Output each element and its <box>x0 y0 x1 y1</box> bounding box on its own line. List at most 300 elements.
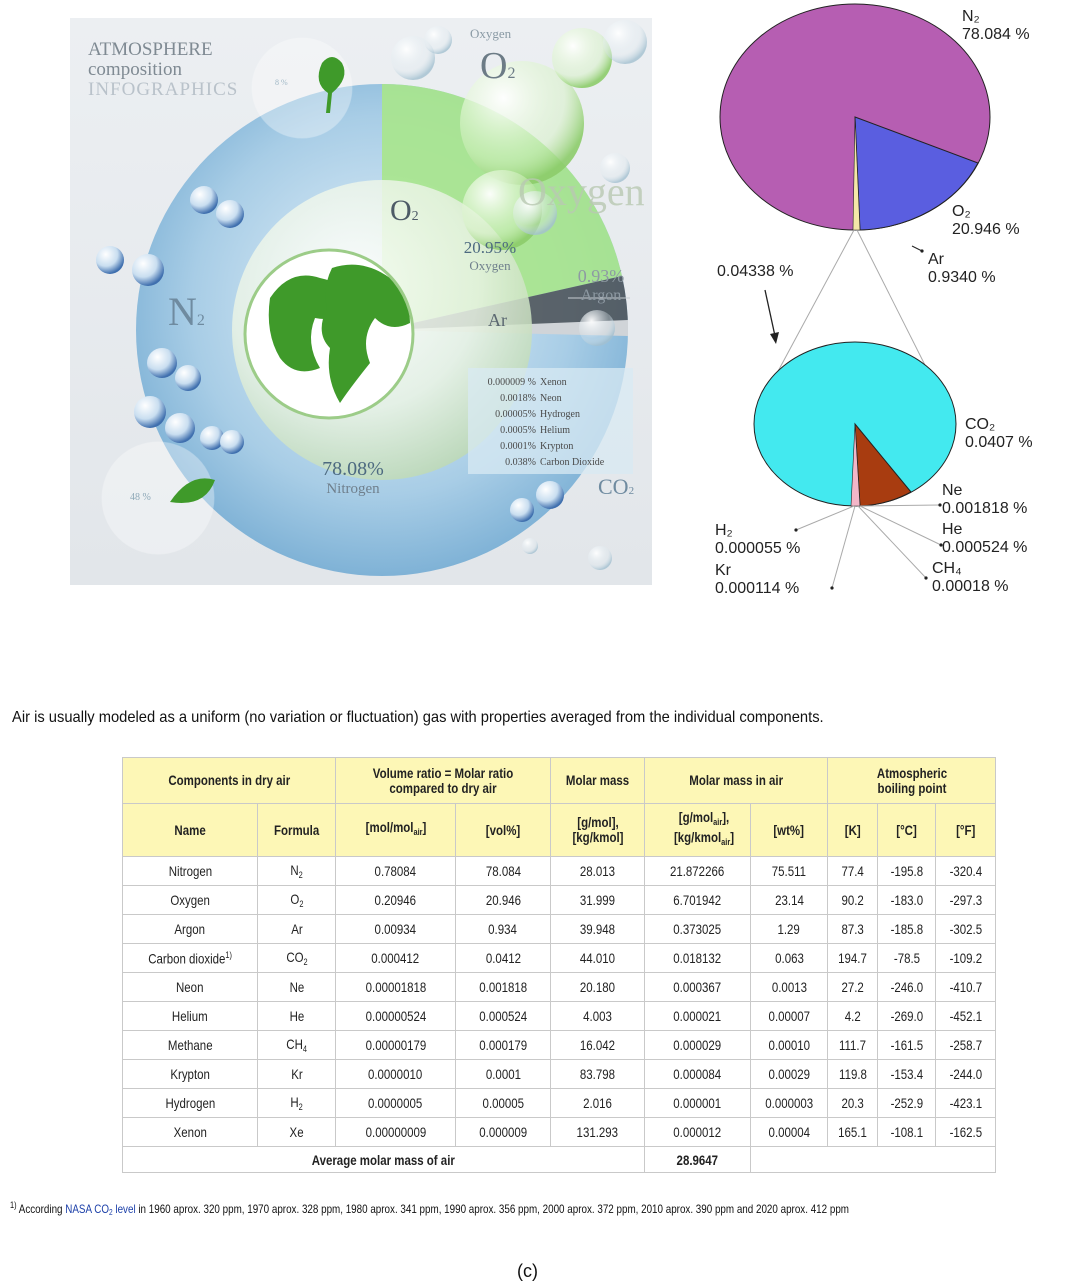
cell-wt <box>751 1031 828 1060</box>
co2-subscript: 2 <box>628 485 635 497</box>
cell-text: Neon <box>176 979 204 995</box>
cell-text: 0.00007 <box>768 1008 810 1024</box>
cell-text: 0.0001 <box>485 1066 521 1082</box>
unit-text: ] <box>422 819 426 835</box>
cell-text: 0.00004 <box>768 1124 810 1140</box>
bubble <box>536 481 564 509</box>
cell-k <box>828 1031 878 1060</box>
kr-dot <box>830 586 833 589</box>
cell-text: 0.000003 <box>765 1095 813 1111</box>
cell-molmol <box>336 1002 456 1031</box>
table-row <box>123 1089 996 1118</box>
cell-text <box>286 1036 307 1054</box>
cell-molmol <box>336 857 456 886</box>
header-gmol <box>551 804 645 857</box>
cell-text: Argon <box>174 921 206 937</box>
cell-text: -423.1 <box>949 1095 982 1111</box>
kr-name: Kr <box>715 562 731 579</box>
cell-text: 0.0013 <box>771 979 807 995</box>
cell-formula <box>258 1060 336 1089</box>
unit-text: ] <box>730 829 735 845</box>
cell-text: 0.00000179 <box>365 1037 426 1053</box>
table-row <box>123 1031 996 1060</box>
cell-text: -258.7 <box>949 1037 982 1053</box>
formula-subscript: 2 <box>298 899 304 909</box>
cell-gmol <box>551 944 645 973</box>
header-text: Components in dry air <box>168 772 290 788</box>
cell-gmolair <box>645 1118 751 1147</box>
cell-text: 75.511 <box>771 863 807 879</box>
trace-gas: Krypton <box>540 441 574 452</box>
arrow-head <box>770 332 779 344</box>
cell-gmol <box>551 915 645 944</box>
n2-name: N₂ <box>962 8 980 25</box>
header-text: Molar mass in air <box>689 772 783 788</box>
unit-subscript: air <box>413 827 423 837</box>
cell-text <box>290 862 302 880</box>
header-k <box>828 804 878 857</box>
bubble <box>216 200 244 228</box>
trace-gas-list <box>472 375 604 471</box>
rest-pct-label: 0.04338 % <box>717 263 794 280</box>
cell-text: 0.00010 <box>768 1037 810 1053</box>
trace-value: 0.0001% <box>500 441 536 452</box>
average-empty-cell <box>751 1147 996 1173</box>
cell-c <box>878 857 936 886</box>
table-header <box>123 758 996 857</box>
co2-symbol <box>598 474 634 500</box>
composition-pie-diagrams <box>700 0 1068 610</box>
cell-f <box>936 1031 996 1060</box>
cell-name <box>123 973 258 1002</box>
trace-gas: Helium <box>540 425 570 436</box>
ar-pct: 0.9340 % <box>928 269 996 286</box>
cell-gmol <box>551 1089 645 1118</box>
bubble <box>424 26 452 54</box>
cell-text: 111.7 <box>839 1037 867 1053</box>
trace-row <box>472 407 604 423</box>
cell-text: 1.29 <box>777 921 801 937</box>
ne-name: Ne <box>942 482 963 499</box>
cell-text: 0.000412 <box>371 950 420 966</box>
cell-name <box>123 1089 258 1118</box>
table-body <box>123 857 996 1147</box>
cell-k <box>828 1089 878 1118</box>
cell-wt <box>751 1118 828 1147</box>
unit-subscript: air <box>713 817 723 827</box>
cell-text: -320.4 <box>949 863 982 879</box>
cell-text: Nitrogen <box>168 863 212 879</box>
header-f <box>936 804 996 857</box>
header-name <box>123 804 258 857</box>
cell-text: 20.180 <box>579 979 616 995</box>
cell-vol <box>456 886 551 915</box>
formula-text: Xe <box>289 1124 304 1140</box>
cell-name <box>123 1002 258 1031</box>
o2-label <box>952 203 1020 239</box>
cell-text: 0.00001818 <box>365 979 426 995</box>
cell-text: 0.00005 <box>482 1095 524 1111</box>
cell-text: 4.2 <box>844 1008 861 1024</box>
atmosphere-infographic <box>70 18 652 585</box>
cell-text: 21.872266 <box>670 863 725 879</box>
infographic-art <box>70 18 652 585</box>
kr-label <box>715 562 799 598</box>
bubble <box>522 538 538 554</box>
header-text: Formula <box>273 821 320 838</box>
cell-text: 44.010 <box>579 950 616 966</box>
cell-name <box>123 1031 258 1060</box>
ne-pct: 0.001818 % <box>942 500 1028 517</box>
cell-text: -162.5 <box>949 1124 982 1140</box>
cell-text: -185.8 <box>890 921 923 937</box>
trace-row <box>472 423 604 439</box>
header-text: Molar mass <box>565 772 630 788</box>
average-row <box>123 1147 996 1173</box>
cell-wt <box>751 1060 828 1089</box>
header-text: [g/mol], [kg/kmol] <box>571 814 624 845</box>
cell-molmol <box>336 973 456 1002</box>
header-components <box>123 758 336 804</box>
cell-text: -410.7 <box>949 979 982 995</box>
cell-c <box>878 1031 936 1060</box>
cell-k <box>828 1118 878 1147</box>
o2-name: O₂ <box>952 203 971 220</box>
unit-text: ], [kg/kmol <box>673 809 730 845</box>
cell-gmol <box>551 857 645 886</box>
he-label <box>942 521 1027 557</box>
cell-text: 16.042 <box>579 1037 616 1053</box>
argon-pct: 0.93% <box>577 266 625 286</box>
ar-leader <box>912 246 922 251</box>
cell-text: 0.000367 <box>673 979 722 995</box>
cell-wt <box>751 973 828 1002</box>
cell-vol <box>456 915 551 944</box>
trace-value: 0.000009 % <box>487 377 536 388</box>
cell-c <box>878 973 936 1002</box>
table-row <box>123 1002 996 1031</box>
cell-formula <box>258 886 336 915</box>
cell-k <box>828 1002 878 1031</box>
cell-name <box>123 886 258 915</box>
footnote-marker: 1) <box>10 1200 17 1210</box>
cell-text: -195.8 <box>890 863 923 879</box>
oxygen-pct: 20.95% <box>463 238 517 257</box>
cell-c <box>878 1089 936 1118</box>
cell-formula <box>258 944 336 973</box>
formula-text: Ar <box>290 921 303 937</box>
ch4-pct: 0.00018 % <box>932 578 1009 595</box>
table-row <box>123 973 996 1002</box>
cell-vol <box>456 1002 551 1031</box>
cell-vol <box>456 1118 551 1147</box>
cell-text: 0.000001 <box>673 1095 722 1111</box>
cell-k <box>828 915 878 944</box>
cell-text: 0.0412 <box>485 950 521 966</box>
cell-wt <box>751 1002 828 1031</box>
cell-vol <box>456 1031 551 1060</box>
cell-name <box>123 1118 258 1147</box>
kr-pct: 0.000114 % <box>715 580 800 597</box>
cell-gmolair <box>645 1089 751 1118</box>
title-line: composition <box>88 59 182 80</box>
cell-text: 0.00029 <box>768 1066 810 1082</box>
cell-text: 0.000029 <box>673 1037 722 1053</box>
cell-text <box>291 921 302 937</box>
oxygen-watermark: Oxygen <box>518 169 645 214</box>
trace-gas: Xenon <box>540 377 567 388</box>
he-leader <box>860 506 941 545</box>
cell-text: 23.14 <box>774 892 804 908</box>
o2-pct: 20.946 % <box>952 221 1020 238</box>
header-text: Volume ratio = Molar ratio compared to dry air <box>372 764 514 796</box>
o2-symbol: O <box>480 45 508 87</box>
formula-text: He <box>289 1008 304 1024</box>
cell-k <box>828 1060 878 1089</box>
name-text: Carbon dioxide <box>148 950 226 967</box>
cell-text: 20.3 <box>841 1095 864 1111</box>
header-text <box>656 810 753 850</box>
cell-text: Krypton <box>170 1066 210 1082</box>
cell-vol <box>456 1089 551 1118</box>
cell-text <box>148 950 232 967</box>
cell-text: -108.1 <box>890 1124 923 1140</box>
cell-f <box>936 886 996 915</box>
cell-wt <box>751 886 828 915</box>
cell-text: 39.948 <box>579 921 616 937</box>
kr-leader <box>832 506 855 588</box>
cell-text <box>289 1124 303 1140</box>
cell-gmol <box>551 1002 645 1031</box>
cell-formula <box>258 1002 336 1031</box>
link-subscript: 2 <box>109 1208 113 1217</box>
header-vol <box>456 804 551 857</box>
nitrogen-pct: 78.08% <box>322 458 384 480</box>
cell-f <box>936 1060 996 1089</box>
ar-name: Ar <box>928 251 944 268</box>
trace-row <box>472 455 604 471</box>
cell-molmol <box>336 1060 456 1089</box>
cell-text: 0.000009 <box>479 1124 527 1140</box>
bubble <box>588 546 612 570</box>
cell-vol <box>456 944 551 973</box>
header-molar-mass <box>551 758 645 804</box>
cell-wt <box>751 915 828 944</box>
cell-molmol <box>336 915 456 944</box>
unit-text: [g/mol <box>678 809 714 825</box>
intro-paragraph: Air is usually modeled as a uniform (no variation or fluctuation) gas with properties averaged from the individual components. <box>12 709 824 726</box>
cell-gmolair <box>645 973 751 1002</box>
ne-label <box>942 482 1027 518</box>
header-text: [°F] <box>955 821 976 838</box>
o2-subscript: 2 <box>411 209 419 224</box>
cell-wt <box>751 857 828 886</box>
cell-text: 0.063 <box>774 950 804 966</box>
cell-text: -252.9 <box>890 1095 923 1111</box>
cell-text: -109.2 <box>949 950 982 966</box>
link-text: level <box>112 1202 136 1216</box>
cell-text: 0.000084 <box>673 1066 722 1082</box>
infographic-title <box>88 40 238 100</box>
ch4-dot <box>924 576 927 579</box>
cell-k <box>828 944 878 973</box>
o2-big-symbol <box>480 44 515 88</box>
co2-letters: CO <box>598 474 629 499</box>
cell-gmolair <box>645 915 751 944</box>
footnote <box>10 1200 849 1217</box>
h2-label <box>715 522 800 558</box>
cell-gmol <box>551 886 645 915</box>
bubble <box>190 186 218 214</box>
he-pct: 0.000524 % <box>942 539 1028 556</box>
formula-text: CH <box>286 1036 303 1052</box>
cell-text: 0.00000524 <box>365 1008 426 1024</box>
cell-c <box>878 944 936 973</box>
cell-f <box>936 915 996 944</box>
o2-symbol: O <box>390 194 412 227</box>
cell-text: 0.000179 <box>479 1037 527 1053</box>
cell-molmol <box>336 1031 456 1060</box>
ch4-leader <box>858 506 926 578</box>
trace-value: 0.0005% <box>500 425 536 436</box>
table-row <box>123 1118 996 1147</box>
n2-pct: 78.084 % <box>962 26 1030 43</box>
cell-f <box>936 1089 996 1118</box>
formula-text: CO <box>285 949 304 965</box>
cell-k <box>828 973 878 1002</box>
footnote-post: in 1960 aprox. 320 ppm, 1970 aprox. 328 ppm, 1980 aprox. 341 ppm, 1990 aprox. 356 ppm, 2000 aprox. 372 ppm, 2010 aprox. 390 ppm and 2020 aprox. 412 ppm <box>135 1202 849 1216</box>
bubble <box>132 254 164 286</box>
header-formula <box>258 804 336 857</box>
n2-label <box>962 8 1030 44</box>
trace-gas: Carbon Dioxide <box>540 457 605 468</box>
cell-f <box>936 1118 996 1147</box>
header-boiling-point <box>828 758 996 804</box>
bubble <box>552 28 612 88</box>
cell-f <box>936 944 996 973</box>
nasa-co2-link[interactable] <box>65 1202 135 1216</box>
bubble <box>134 396 166 428</box>
cell-text <box>286 949 307 967</box>
cell-gmol <box>551 1031 645 1060</box>
co2-name: CO₂ <box>965 416 996 433</box>
trace-row <box>472 375 604 391</box>
cell-text: 90.2 <box>841 892 864 908</box>
trace-value: 0.0018% <box>500 393 536 404</box>
cell-text: 0.000524 <box>479 1008 527 1024</box>
cell-text: 0.001818 <box>479 979 527 995</box>
header-text: [vol%] <box>485 821 521 838</box>
table-header-group-row <box>123 758 996 804</box>
cell-text: 28.013 <box>579 863 616 879</box>
header-gmolair <box>645 804 751 857</box>
formula-text: O <box>289 891 299 907</box>
cell-wt <box>751 944 828 973</box>
cell-text: -183.0 <box>890 892 923 908</box>
average-value-cell <box>645 1147 751 1173</box>
cell-text: 87.3 <box>841 921 864 937</box>
formula-text: Ne <box>289 979 304 995</box>
cell-text: 4.003 <box>583 1008 612 1024</box>
cell-text <box>289 979 304 995</box>
cell-text: -153.4 <box>890 1066 923 1082</box>
cell-text: 0.0000005 <box>368 1095 423 1111</box>
trace-gas: Hydrogen <box>540 409 580 420</box>
formula-text: Kr <box>290 1066 303 1082</box>
table-footer <box>123 1147 996 1173</box>
bubble <box>603 20 647 64</box>
ch4-name: CH₄ <box>932 560 962 577</box>
n2-subscript: 2 <box>196 312 205 329</box>
cell-text: 20.946 <box>485 892 521 908</box>
table-header-unit-row <box>123 804 996 857</box>
cell-gmolair <box>645 944 751 973</box>
cell-text: Xenon <box>173 1124 207 1140</box>
cell-text: 77.4 <box>841 863 864 879</box>
cell-gmol <box>551 973 645 1002</box>
header-molmol <box>336 804 456 857</box>
header-text <box>365 820 426 840</box>
average-label-cell <box>123 1147 645 1173</box>
bubble <box>96 246 124 274</box>
cell-text: -302.5 <box>949 921 982 937</box>
cell-text: 0.00000009 <box>365 1124 426 1140</box>
header-text: Atmospheric boiling point <box>876 764 947 796</box>
cell-vol <box>456 857 551 886</box>
header-volume-ratio <box>336 758 551 804</box>
cell-formula <box>258 857 336 886</box>
table-row <box>123 886 996 915</box>
formula-subscript: 2 <box>303 957 308 967</box>
formula-subscript: 2 <box>298 1102 303 1112</box>
trace-value: 0.00005% <box>495 409 536 420</box>
cell-text: 0.934 <box>488 921 518 937</box>
header-molar-mass-air <box>645 758 828 804</box>
title-line: ATMOSPHERE <box>88 39 213 60</box>
cell-c <box>878 1060 936 1089</box>
cell-gmolair <box>645 1031 751 1060</box>
cell-f <box>936 973 996 1002</box>
formula-text: H <box>290 1094 299 1110</box>
cell-text: 194.7 <box>838 950 867 966</box>
nitrogen-name: Nitrogen <box>326 481 380 497</box>
cell-formula <box>258 1118 336 1147</box>
header-text: Name <box>174 821 206 838</box>
cell-text <box>290 1094 302 1112</box>
cell-text: 0.78084 <box>374 863 417 879</box>
cell-text: 165.1 <box>838 1124 867 1140</box>
cell-text: 0.20946 <box>374 892 417 908</box>
ar-dot <box>920 249 923 252</box>
oxygen-share <box>440 238 540 274</box>
he-name: He <box>942 521 963 538</box>
table-row <box>123 944 996 973</box>
formula-text: N <box>290 862 299 878</box>
cell-f <box>936 857 996 886</box>
h2-name: H₂ <box>715 522 733 539</box>
cell-name <box>123 944 258 973</box>
bubble <box>510 498 534 522</box>
cell-gmolair <box>645 1060 751 1089</box>
cell-text: 131.293 <box>576 1124 619 1140</box>
cell-text: -246.0 <box>890 979 923 995</box>
cell-gmolair <box>645 857 751 886</box>
ch4-label <box>932 560 1009 596</box>
table-row <box>123 915 996 944</box>
h2-leader <box>796 506 854 530</box>
cell-text: 0.000012 <box>673 1124 722 1140</box>
cell-gmolair <box>645 1002 751 1031</box>
